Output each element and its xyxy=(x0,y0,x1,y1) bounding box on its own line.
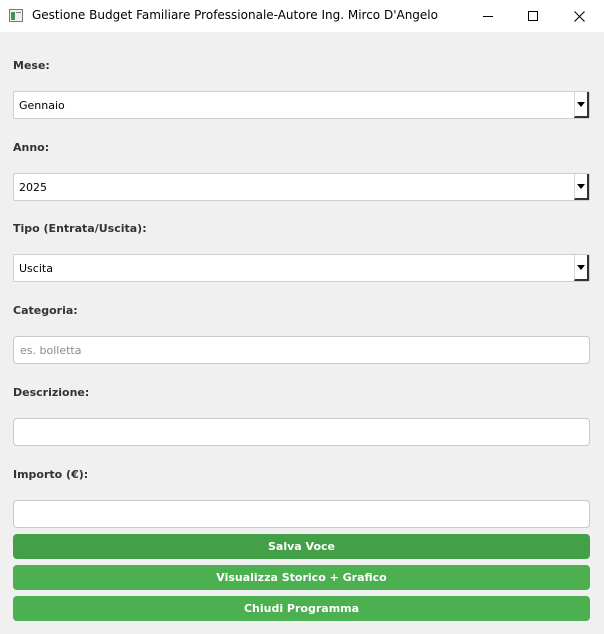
categoria-label: Categoria: xyxy=(13,304,78,317)
importo-label: Importo (€): xyxy=(13,468,89,481)
anno-select[interactable] xyxy=(13,173,590,201)
title-bar xyxy=(0,0,604,32)
categoria-input[interactable] xyxy=(13,336,590,364)
mese-value: Gennaio xyxy=(19,99,65,112)
minimize-button[interactable] xyxy=(465,0,511,32)
save-button[interactable]: Salva Voce xyxy=(13,534,590,559)
window-title: Gestione Budget Familiare Professionale-Autore Ing. Mirco D'Angelo xyxy=(32,8,438,22)
anno-dropdown-button[interactable] xyxy=(574,174,589,200)
maximize-button[interactable] xyxy=(510,0,556,32)
chevron-down-icon xyxy=(577,102,585,107)
tipo-select[interactable] xyxy=(13,254,590,282)
history-chart-button[interactable]: Visualizza Storico + Grafico xyxy=(13,565,590,590)
app-icon xyxy=(9,9,23,22)
chevron-down-icon xyxy=(577,265,585,270)
importo-input[interactable] xyxy=(13,500,590,528)
anno-value: 2025 xyxy=(19,181,47,194)
chevron-down-icon xyxy=(577,184,585,189)
descrizione-input[interactable] xyxy=(13,418,590,446)
mese-label: Mese: xyxy=(13,59,50,72)
close-icon xyxy=(574,11,585,22)
close-button[interactable] xyxy=(556,0,602,32)
mese-select[interactable] xyxy=(13,91,590,119)
mese-dropdown-button[interactable] xyxy=(574,92,589,118)
exit-button[interactable]: Chiudi Programma xyxy=(13,596,590,621)
descrizione-label: Descrizione: xyxy=(13,386,90,399)
maximize-icon xyxy=(528,11,538,21)
anno-label: Anno: xyxy=(13,141,50,154)
tipo-value: Uscita xyxy=(19,262,53,275)
tipo-dropdown-button[interactable] xyxy=(574,255,589,281)
minimize-icon xyxy=(483,16,493,17)
tipo-label: Tipo (Entrata/Uscita): xyxy=(13,222,147,235)
